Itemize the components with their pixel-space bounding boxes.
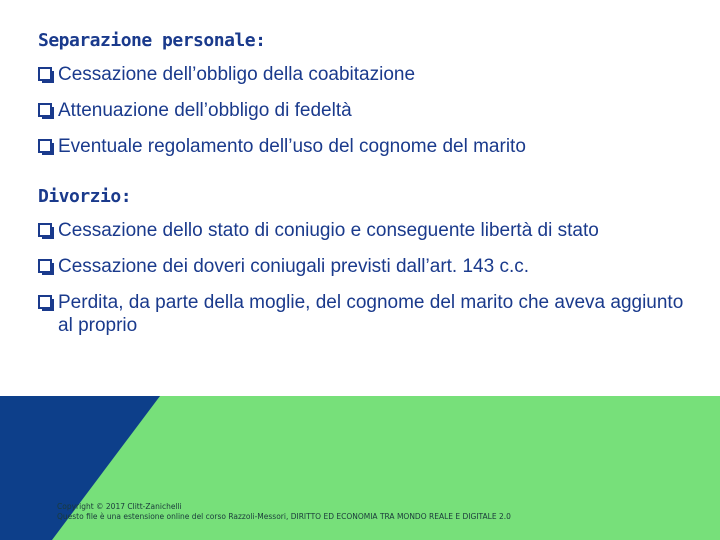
checkbox-bullet-icon — [38, 67, 52, 81]
copyright-line-2: Questo file è una estensione online del corso Razzoli-Messori, DIRITTO ED ECONOMIA TRA MONDO REALE E DIGITALE 2.0 — [57, 512, 511, 521]
section-title-separazione: Separazione personale: — [38, 30, 266, 51]
checkbox-bullet-icon — [38, 223, 52, 237]
list-item-text: Perdita, da parte della moglie, del cognome del marito che aveva aggiunto al proprio — [58, 292, 684, 336]
list-item — [38, 63, 698, 86]
list-item — [38, 219, 698, 242]
section-title-divorzio: Divorzio: — [38, 186, 132, 207]
checkbox-bullet-icon — [38, 139, 52, 153]
list-item-text: Cessazione dell’obbligo della coabitazione — [58, 64, 416, 85]
list-item-text: Attenuazione dell’obbligo di fedeltà — [58, 100, 352, 121]
list-item-text: Cessazione dei doveri coniugali previsti dall’art. 143 c.c. — [58, 256, 530, 277]
list-item — [38, 99, 698, 122]
copyright-line-1: Copyright © 2017 Clitt-Zanichelli — [57, 502, 182, 511]
checkbox-bullet-icon — [38, 259, 52, 273]
list-item — [38, 291, 698, 337]
list-item — [38, 135, 698, 158]
checkbox-bullet-icon — [38, 295, 52, 309]
list-item-text: Cessazione dello stato di coniugio e conseguente libertà di stato — [58, 220, 599, 241]
slide-content — [38, 30, 698, 350]
list-item — [38, 255, 698, 278]
copyright-notice — [57, 502, 511, 522]
checkbox-bullet-icon — [38, 103, 52, 117]
list-item-text: Eventuale regolamento dell’uso del cognome del marito — [58, 136, 526, 157]
